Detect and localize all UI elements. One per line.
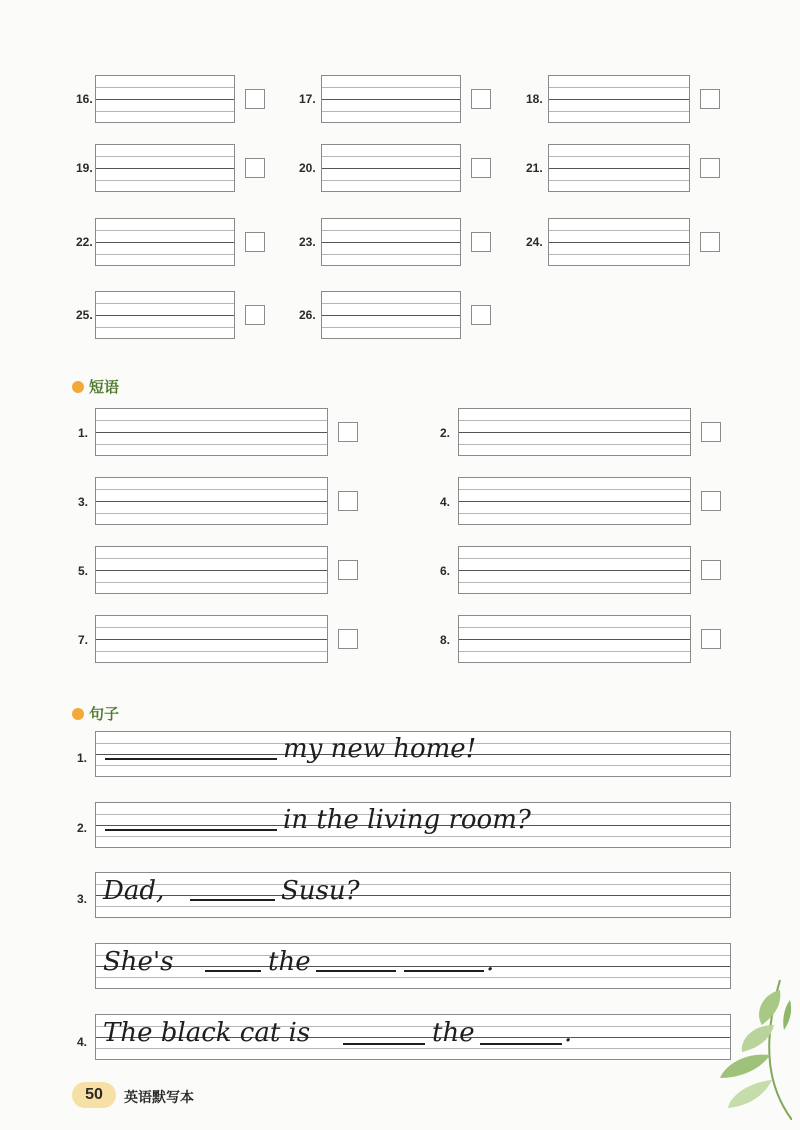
- sentences-title-text: 句子: [89, 706, 120, 723]
- word-writing-field[interactable]: [321, 291, 461, 339]
- word-writing-field[interactable]: [548, 218, 690, 266]
- answer-blank[interactable]: [105, 829, 277, 831]
- word-writing-field[interactable]: [95, 291, 235, 339]
- bullet-dot-icon: [72, 381, 84, 393]
- sentence-period: .: [564, 1018, 573, 1048]
- item-number: 8.: [440, 633, 451, 647]
- phrase-writing-field[interactable]: [458, 477, 691, 525]
- item-number: 17.: [299, 92, 316, 106]
- phrase-writing-field[interactable]: [458, 615, 691, 663]
- sentence-writing-field[interactable]: [95, 872, 731, 918]
- check-box[interactable]: [701, 422, 721, 442]
- phrases-title-text: 短语: [89, 379, 120, 396]
- check-box[interactable]: [338, 422, 358, 442]
- leaf-decoration-icon: [700, 970, 792, 1120]
- check-box[interactable]: [471, 232, 491, 252]
- item-number: 4.: [77, 1035, 88, 1049]
- item-number: 26.: [299, 308, 316, 322]
- sentence-writing-field[interactable]: [95, 943, 731, 989]
- check-box[interactable]: [700, 232, 720, 252]
- item-number: 16.: [76, 92, 93, 106]
- item-number: 22.: [76, 235, 93, 249]
- phrases-section-title: [72, 376, 119, 397]
- word-writing-field[interactable]: [321, 75, 461, 123]
- item-number: 18.: [526, 92, 543, 106]
- answer-blank[interactable]: [404, 970, 484, 972]
- check-box[interactable]: [245, 232, 265, 252]
- sentence-text: the: [268, 947, 311, 977]
- phrase-writing-field[interactable]: [95, 477, 328, 525]
- phrase-writing-field[interactable]: [95, 615, 328, 663]
- check-box[interactable]: [471, 158, 491, 178]
- item-number: 6.: [440, 564, 451, 578]
- word-writing-field[interactable]: [548, 75, 690, 123]
- sentence-text: the: [432, 1018, 475, 1048]
- answer-blank[interactable]: [316, 970, 396, 972]
- answer-blank[interactable]: [343, 1043, 425, 1045]
- sentence-text: my new home!: [283, 734, 477, 764]
- item-number: 2.: [77, 821, 88, 835]
- word-writing-field[interactable]: [95, 144, 235, 192]
- item-number: 7.: [78, 633, 89, 647]
- page-number-badge: 50: [72, 1082, 116, 1108]
- phrase-writing-field[interactable]: [458, 408, 691, 456]
- sentence-period: .: [486, 947, 495, 977]
- sentence-text: The black cat is: [103, 1018, 311, 1048]
- check-box[interactable]: [338, 629, 358, 649]
- item-number: 5.: [78, 564, 89, 578]
- answer-blank[interactable]: [105, 758, 277, 760]
- check-box[interactable]: [245, 305, 265, 325]
- sentence-text: Dad,: [103, 876, 165, 906]
- phrase-writing-field[interactable]: [95, 546, 328, 594]
- item-number: 23.: [299, 235, 316, 249]
- answer-blank[interactable]: [190, 899, 275, 901]
- item-number: 4.: [440, 495, 451, 509]
- word-writing-field[interactable]: [321, 144, 461, 192]
- sentence-text: She's: [103, 947, 174, 977]
- item-number: 1.: [77, 751, 88, 765]
- check-box[interactable]: [245, 89, 265, 109]
- check-box[interactable]: [700, 89, 720, 109]
- sentences-section-title: [72, 703, 119, 724]
- answer-blank[interactable]: [480, 1043, 562, 1045]
- word-writing-field[interactable]: [321, 218, 461, 266]
- sentence-text: in the living room?: [283, 805, 531, 835]
- item-number: 25.: [76, 308, 93, 322]
- word-writing-field[interactable]: [95, 75, 235, 123]
- item-number: 1.: [78, 426, 89, 440]
- check-box[interactable]: [245, 158, 265, 178]
- word-writing-field[interactable]: [95, 218, 235, 266]
- answer-blank[interactable]: [205, 970, 261, 972]
- item-number: 21.: [526, 161, 543, 175]
- item-number: 20.: [299, 161, 316, 175]
- sentence-text: Susu?: [281, 876, 360, 906]
- check-box[interactable]: [701, 560, 721, 580]
- item-number: 19.: [76, 161, 93, 175]
- check-box[interactable]: [338, 491, 358, 511]
- check-box[interactable]: [701, 629, 721, 649]
- check-box[interactable]: [700, 158, 720, 178]
- check-box[interactable]: [701, 491, 721, 511]
- phrase-writing-field[interactable]: [95, 408, 328, 456]
- book-title: 英语默写本: [124, 1089, 194, 1105]
- word-writing-field[interactable]: [548, 144, 690, 192]
- item-number: 24.: [526, 235, 543, 249]
- check-box[interactable]: [338, 560, 358, 580]
- phrase-writing-field[interactable]: [458, 546, 691, 594]
- item-number: 3.: [77, 892, 88, 906]
- check-box[interactable]: [471, 305, 491, 325]
- check-box[interactable]: [471, 89, 491, 109]
- item-number: 3.: [78, 495, 89, 509]
- bullet-dot-icon: [72, 708, 84, 720]
- item-number: 2.: [440, 426, 451, 440]
